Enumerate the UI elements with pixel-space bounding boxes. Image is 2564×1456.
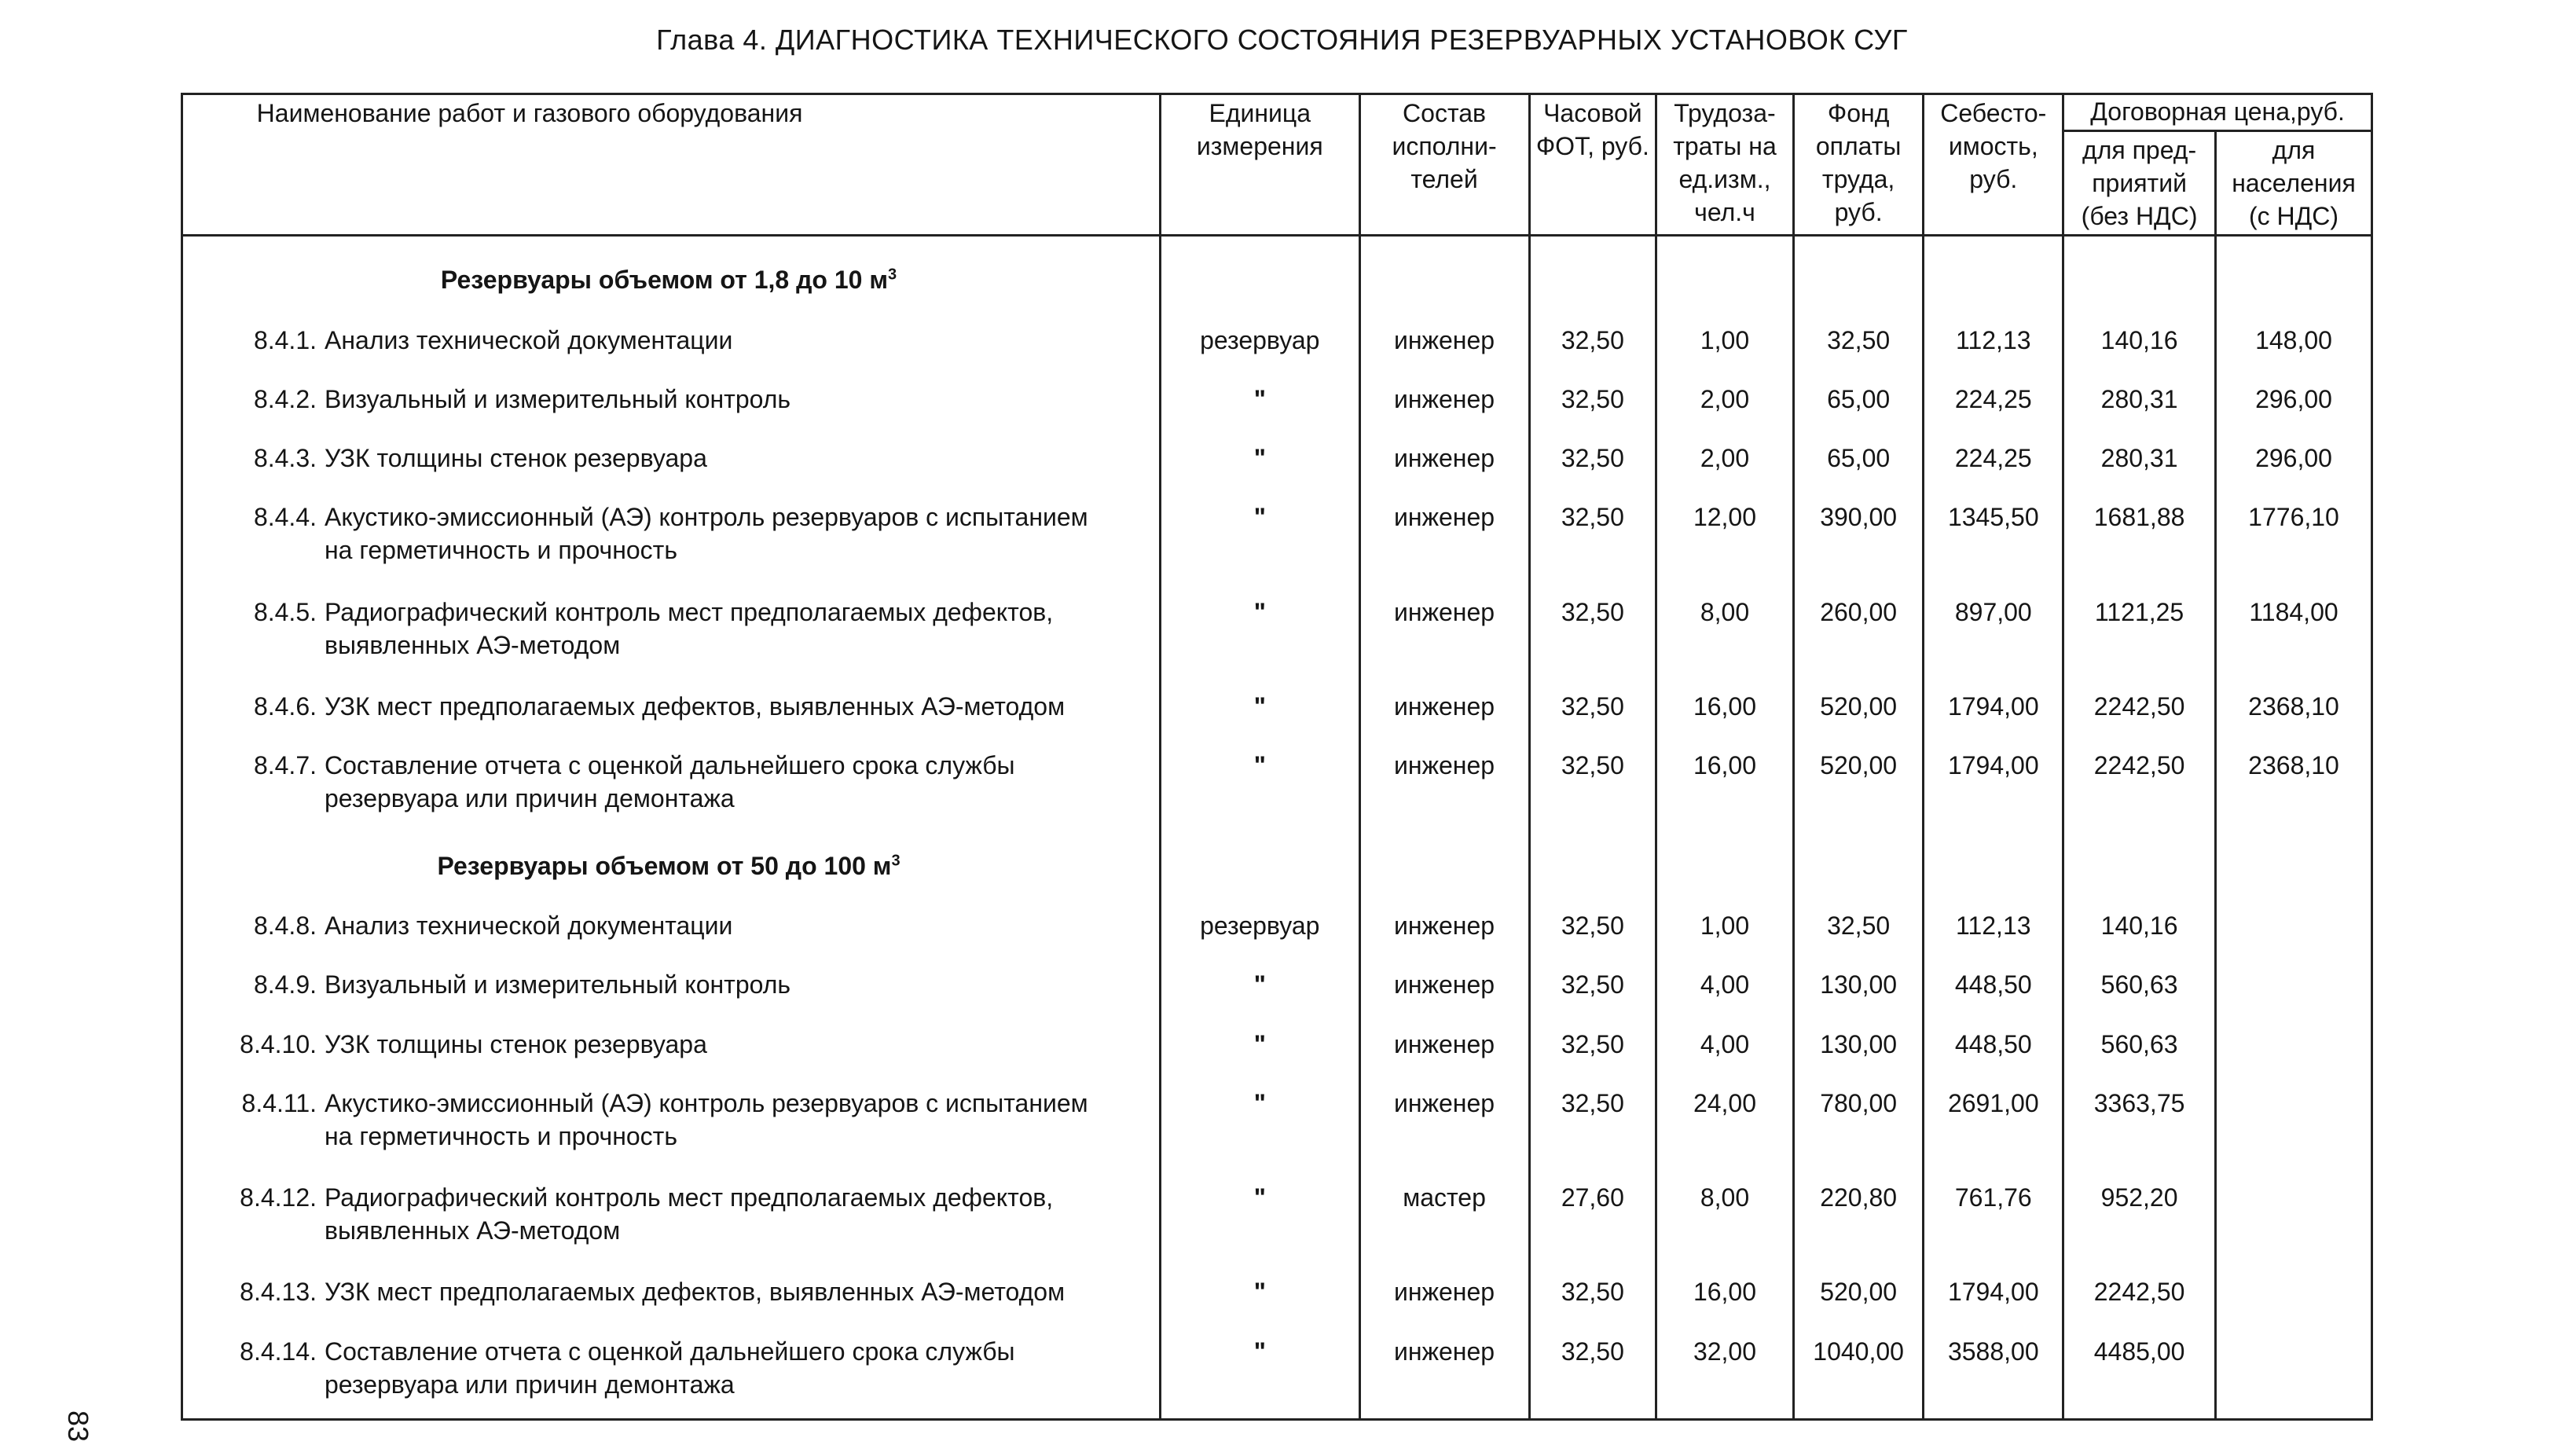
cell-unit: " [1161,431,1359,490]
page-title: Глава 4. ДИАГНОСТИКА ТЕХНИЧЕСКОГО СОСТОЯНИЯ РЕЗЕРВУАРНЫХ УСТАНОВОК СУГ [656,24,1908,56]
cell-fund: 520,00 [1793,738,1924,832]
cell-fund: 780,00 [1793,1076,1924,1170]
cell-fund: 390,00 [1793,490,1924,584]
cell-unit: " [1161,1017,1359,1076]
cell-staff: инженер [1359,490,1529,584]
table-row [182,1170,2372,1264]
cell-hourly: 32,50 [1529,372,1656,431]
cell-staff: мастер [1359,1170,1529,1264]
work-code: 8.4.14. [240,1337,317,1366]
cell-hourly: 32,50 [1529,1017,1656,1076]
cell-unit: " [1161,1076,1359,1170]
work-name-cell [182,313,1161,372]
section-title [182,236,1161,313]
cell-price-ent: 1681,88 [2063,490,2216,584]
cell-staff: инженер [1359,898,1529,957]
cell-cost: 224,25 [1924,372,2063,431]
header-price-enterprise: для пред-приятий (без НДС) [2063,131,2216,236]
work-name-cell [182,679,1161,738]
cell-cost: 761,76 [1924,1170,2063,1264]
cell-staff: инженер [1359,372,1529,431]
section-row [182,832,2372,898]
cell-price-pop: 148,00 [2216,313,2372,372]
table-row [182,585,2372,679]
cell-unit: " [1161,1324,1359,1420]
work-code: 8.4.5. [253,597,317,626]
work-name: Радиографический контроль мест предполагаемых дефектов, [325,1183,1054,1212]
work-code: 8.4.6. [253,691,317,721]
cell-price-ent: 2242,50 [2063,679,2216,738]
work-name: Акустико-эмиссионный (АЭ) контроль резервуаров с испытанием [325,1088,1088,1117]
cell-hourly: 27,60 [1529,1170,1656,1264]
cell-labor: 16,00 [1656,679,1794,738]
work-name: Анализ технической документации [325,325,733,354]
cell-price-pop [2216,898,2372,957]
cell-labor: 24,00 [1656,1076,1794,1170]
work-name-cell [182,1264,1161,1323]
work-name-cell [182,898,1161,957]
work-code: 8.4.10. [240,1029,317,1058]
work-name: УЗК мест предполагаемых дефектов, выявленных АЭ-методом [325,1278,1066,1307]
table-row [182,738,2372,832]
cell-unit: " [1161,1264,1359,1323]
cell-labor: 4,00 [1656,957,1794,1016]
cell-hourly: 32,50 [1529,738,1656,832]
section-title-text: Резервуары объемом от 1,8 до 10 м [440,266,889,294]
cell-staff: инженер [1359,585,1529,679]
table-row [182,1076,2372,1170]
cell-cost: 448,50 [1924,1017,2063,1076]
cell-price-ent: 140,16 [2063,313,2216,372]
table-row [182,431,2372,490]
section-row [182,236,2372,313]
header-labor: Трудоза-траты на ед.изм., чел.ч [1656,94,1794,236]
table-row [182,1017,2372,1076]
cell-hourly: 32,50 [1529,898,1656,957]
cell-hourly: 32,50 [1529,1076,1656,1170]
cell-price-pop [2216,1264,2372,1323]
cell-hourly: 32,50 [1529,679,1656,738]
cell-price-ent: 280,31 [2063,372,2216,431]
cell-staff: инженер [1359,1324,1529,1420]
cell-fund: 65,00 [1793,431,1924,490]
cell-price-pop [2216,1076,2372,1170]
work-name-cell [182,1017,1161,1076]
work-name-cell [182,490,1161,584]
cell-staff: инженер [1359,957,1529,1016]
cell-staff: инженер [1359,431,1529,490]
table-row [182,490,2372,584]
header-staff: Состав исполни-телей [1359,94,1529,236]
cell-price-ent: 2242,50 [2063,738,2216,832]
cell-hourly: 32,50 [1529,1324,1656,1420]
cell-price-ent: 560,63 [2063,957,2216,1016]
cell-price-pop: 2368,10 [2216,679,2372,738]
cell-fund: 65,00 [1793,372,1924,431]
section-title-superscript: 3 [888,266,897,284]
table-body [182,236,2372,1420]
work-name-cell [182,1076,1161,1170]
cell-price-ent: 952,20 [2063,1170,2216,1264]
cell-hourly: 32,50 [1529,1264,1656,1323]
cell-cost: 112,13 [1924,313,2063,372]
section-title [182,832,1161,898]
work-name: УЗК толщины стенок резервуара [325,1029,707,1058]
table-row [182,1324,2372,1420]
header-contract: Договорная цена,руб. [2063,94,2372,131]
cell-price-pop [2216,1324,2372,1420]
header-price-population: для населения (с НДС) [2216,131,2372,236]
header-cost: Себесто-имость, руб. [1924,94,2063,236]
cell-cost: 1794,00 [1924,679,2063,738]
table-row [182,372,2372,431]
cell-staff: инженер [1359,679,1529,738]
work-name-continued: резервуара или причин демонтажа [325,1370,735,1399]
cell-fund: 520,00 [1793,1264,1924,1323]
page-number: 83 [62,1410,94,1443]
work-name-cell [182,372,1161,431]
cell-hourly: 32,50 [1529,313,1656,372]
work-name: Визуальный и измерительный контроль [325,970,791,999]
cell-staff: инженер [1359,313,1529,372]
cell-labor: 12,00 [1656,490,1794,584]
cell-unit: " [1161,1170,1359,1264]
work-name: УЗК толщины стенок резервуара [325,444,707,473]
cell-price-ent: 560,63 [2063,1017,2216,1076]
cell-fund: 130,00 [1793,957,1924,1016]
cell-hourly: 32,50 [1529,490,1656,584]
cell-unit: " [1161,679,1359,738]
cell-price-ent: 280,31 [2063,431,2216,490]
cell-unit: " [1161,372,1359,431]
table-row [182,1264,2372,1323]
work-code: 8.4.2. [253,384,317,413]
header-name: Наименование работ и газового оборудования [182,94,1161,236]
cell-labor: 32,00 [1656,1324,1794,1420]
work-code: 8.4.3. [253,444,317,473]
table-row [182,898,2372,957]
header-unit: Единица измерения [1161,94,1359,236]
work-name-cell [182,431,1161,490]
cell-price-pop: 1776,10 [2216,490,2372,584]
cell-price-pop: 296,00 [2216,431,2372,490]
cell-hourly: 32,50 [1529,585,1656,679]
cell-labor: 1,00 [1656,898,1794,957]
cell-staff: инженер [1359,738,1529,832]
cell-hourly: 32,50 [1529,431,1656,490]
work-name-cell [182,957,1161,1016]
section-title-text: Резервуары объемом от 50 до 100 м [437,852,892,881]
cell-cost: 112,13 [1924,898,2063,957]
work-name-continued: выявленных АЭ-методом [325,630,621,659]
cell-unit: резервуар [1161,313,1359,372]
cell-price-pop: 296,00 [2216,372,2372,431]
price-table [181,93,2373,1421]
cell-labor: 8,00 [1656,585,1794,679]
cell-hourly: 32,50 [1529,957,1656,1016]
work-name-cell [182,1324,1161,1420]
cell-labor: 2,00 [1656,372,1794,431]
work-code: 8.4.7. [253,751,317,780]
cell-price-pop [2216,1017,2372,1076]
work-name: Визуальный и измерительный контроль [325,384,791,413]
cell-labor: 8,00 [1656,1170,1794,1264]
cell-labor: 4,00 [1656,1017,1794,1076]
work-name: УЗК мест предполагаемых дефектов, выявленных АЭ-методом [325,691,1066,721]
work-code: 8.4.9. [253,970,317,999]
header-fund: Фонд оплаты труда, руб. [1793,94,1924,236]
cell-unit: " [1161,585,1359,679]
work-name-cell [182,585,1161,679]
cell-cost: 1794,00 [1924,1264,2063,1323]
cell-price-pop [2216,1170,2372,1264]
work-name: Радиографический контроль мест предполагаемых дефектов, [325,597,1054,626]
cell-staff: инженер [1359,1076,1529,1170]
work-name: Анализ технической документации [325,911,733,941]
cell-unit: " [1161,490,1359,584]
cell-fund: 520,00 [1793,679,1924,738]
cell-price-ent: 2242,50 [2063,1264,2216,1323]
work-code: 8.4.8. [253,911,317,941]
cell-cost: 1345,50 [1924,490,2063,584]
cell-labor: 1,00 [1656,313,1794,372]
cell-fund: 220,80 [1793,1170,1924,1264]
section-title-superscript: 3 [891,852,901,870]
cell-price-ent: 4485,00 [2063,1324,2216,1420]
work-code: 8.4.4. [253,503,317,532]
table-row [182,313,2372,372]
work-code: 8.4.1. [253,325,317,354]
work-name-continued: на герметичность и прочность [325,536,677,565]
cell-labor: 16,00 [1656,738,1794,832]
cell-cost: 897,00 [1924,585,2063,679]
cell-cost: 3588,00 [1924,1324,2063,1420]
work-name: Акустико-эмиссионный (АЭ) контроль резервуаров с испытанием [325,503,1088,532]
cell-staff: инженер [1359,1017,1529,1076]
cell-cost: 1794,00 [1924,738,2063,832]
work-name-cell [182,1170,1161,1264]
work-name: Составление отчета с оценкой дальнейшего срока службы [325,751,1015,780]
cell-unit: " [1161,957,1359,1016]
cell-fund: 32,50 [1793,898,1924,957]
work-name-continued: на герметичность и прочность [325,1121,677,1150]
cell-cost: 224,25 [1924,431,2063,490]
work-name-continued: выявленных АЭ-методом [325,1216,621,1245]
work-code: 8.4.13. [240,1278,317,1307]
work-name-cell [182,738,1161,832]
cell-price-pop: 1184,00 [2216,585,2372,679]
cell-price-pop: 2368,10 [2216,738,2372,832]
cell-fund: 32,50 [1793,313,1924,372]
cell-price-ent: 140,16 [2063,898,2216,957]
work-name: Составление отчета с оценкой дальнейшего срока службы [325,1337,1015,1366]
cell-staff: инженер [1359,1264,1529,1323]
cell-fund: 1040,00 [1793,1324,1924,1420]
cell-fund: 130,00 [1793,1017,1924,1076]
cell-price-ent: 1121,25 [2063,585,2216,679]
cell-price-pop [2216,957,2372,1016]
cell-price-ent: 3363,75 [2063,1076,2216,1170]
cell-unit: " [1161,738,1359,832]
cell-labor: 2,00 [1656,431,1794,490]
work-name-continued: резервуара или причин демонтажа [325,784,735,813]
cell-labor: 16,00 [1656,1264,1794,1323]
cell-unit: резервуар [1161,898,1359,957]
cell-cost: 2691,00 [1924,1076,2063,1170]
cell-cost: 448,50 [1924,957,2063,1016]
work-code: 8.4.12. [240,1183,317,1212]
header-hourly: Часовой ФОТ, руб. [1529,94,1656,236]
table-row [182,957,2372,1016]
cell-fund: 260,00 [1793,585,1924,679]
table-row [182,679,2372,738]
work-code: 8.4.11. [241,1088,317,1117]
